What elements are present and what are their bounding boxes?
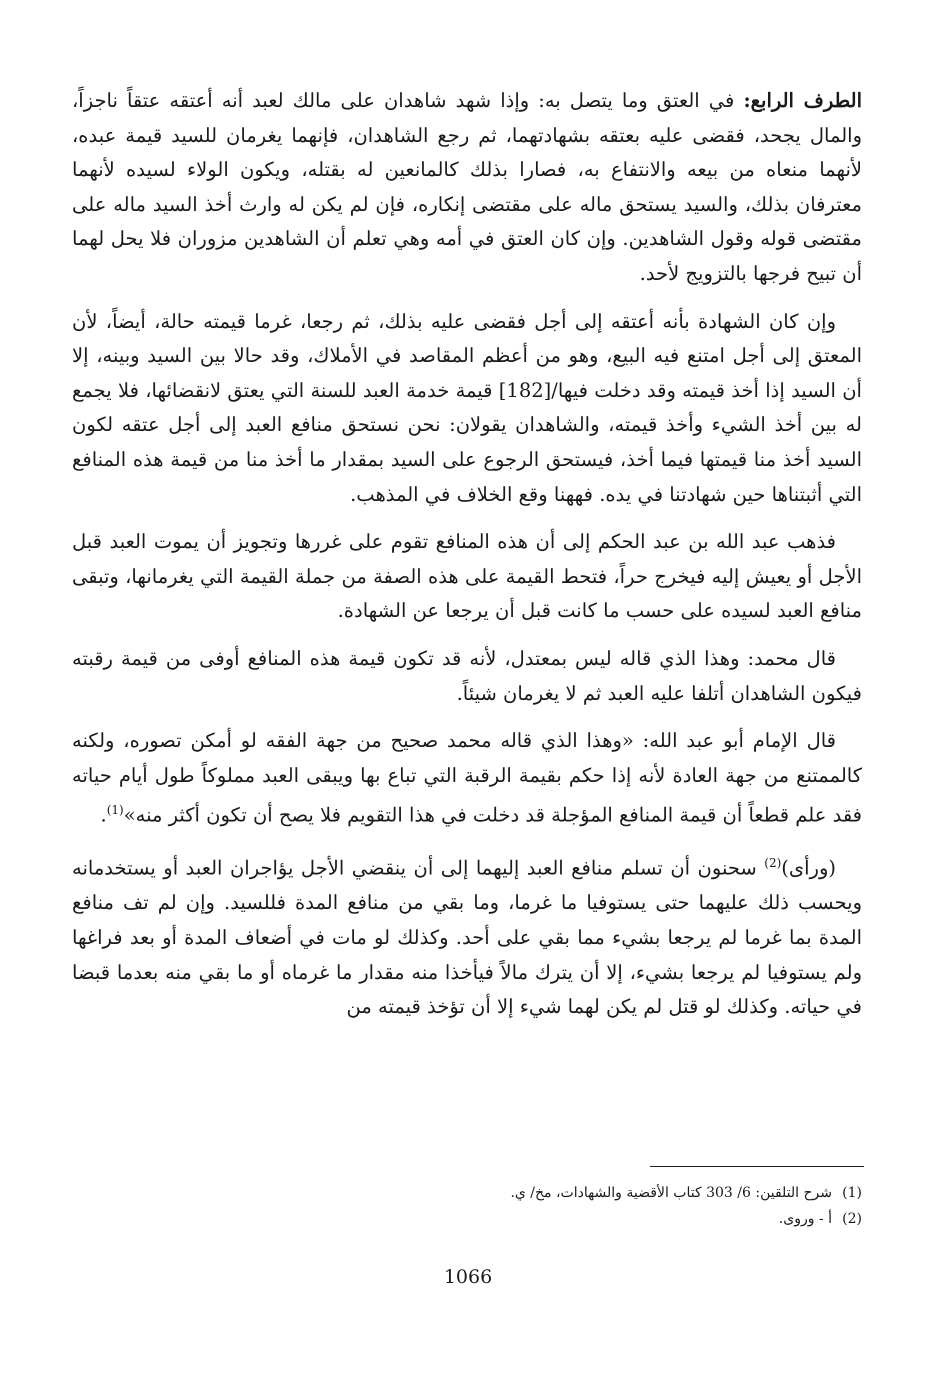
footnote-divider — [650, 1166, 864, 1167]
paragraph-5 — [72, 724, 862, 833]
paragraph-tail: . — [100, 803, 107, 827]
paragraph-text: في العتق وما يتصل به: وإذا شهد شاهدان على مالك لعبد أنه أعتقه عتقاً ناجزاً، والمال يجحد، فقضى عليه بعتقه بشهادتهما، ثم رجع الشاهدان، فإنهما يغرمان للسيد قيمة عبده، لأنهما منعاه من بيعه والانتفاع به، فصارا بذلك كالمانعين له بقتله، ويكون الولاء لسيده لأنهما معترفان بذلك، والسيد يستحق ماله على مقتضى إنكاره، فإن لم يكن له وارث أخذ السيد ماله على مقتضى قوله وقول الشاهدين. وإن كان العتق في أمه وهي تعلم أن الشاهدين مزوران فلا يحل لهما أن تبيح فرجها بالتزويج لأحد. — [72, 89, 862, 285]
paragraph-text: قال الإمام أبو عبد الله: «وهذا الذي قاله محمد صحيح من جهة الفقه لو أمكن تصوره، ولكنه كالممتنع من جهة العادة لأنه إذا حكم بقيمة الرقبة التي تباع بها ويبقى العبد مملوكاً طول أيام حياته فقد علم قطعاً أن قيمة المنافع المؤجلة قد دخلت في هذا التقويم فلا يصح أن تكون أكثر منه» — [72, 729, 862, 827]
paragraph-tail: سحنون أن تسلم منافع العبد إليهما إلى أن ينقضي الأجل يؤاجران العبد أو يستخدمانه ويحسب ذلك عليهما حتى يستوفيا ما غرما، وما بقي من منافع المدة فللسيد. وإن لم تف منافع المدة بما غرما لم يرجعا بشيء مما بقي على أحد. وكذلك لو مات في أضعاف المدة أو بعد فراغها ولم يستوفيا لم يرجعا بشيء، إلا أن يترك مالاً فيأخذا منه مقدار ما غرماه أو ما بقي منه بعدما قبضا في حياته. وكذلك لو قتل لم يكن لهما شيء إلا أن تؤخذ قيمته من — [72, 856, 862, 1019]
paragraph-text: (ورأى) — [781, 856, 836, 880]
footnote-ref-2[interactable]: (2) — [764, 856, 782, 871]
footnote-1 — [72, 1180, 862, 1206]
paragraph-4 — [72, 642, 862, 711]
section-heading: الطرف الرابع: — [743, 89, 862, 112]
paragraph-text: وإن كان الشهادة بأنه أعتقه إلى أجل فقضى عليه بذلك، ثم رجعا، غرما قيمته حالة، أيضاً، لأن المعتق إلى أجل امتنع فيه البيع، وهو من أعظم المقاصد في الأملاك، وقد حالا بين السيد وبينه، إلا أن السيد إذا أخذ قيمته وقد دخلت فيها/[182] قيمة خدمة العبد للسنة التي يعتق لانقضائها، فلا يجمع له بين أخذ الشيء وأخذ قيمته، والشاهدان يقولان: نحن نستحق منافع العبد إلى أجل عتقه لكون السيد أخذ منا قيمتها فيما أخذ، فيستحق الرجوع على السيد بمقدار ما أخذ منا من قيمة هذه المنافع التي أثبتناها حين شهادتنا في يده. فههنا وقع الخلاف في المذهب. — [72, 309, 862, 506]
footnotes — [72, 1180, 862, 1232]
footnote-2 — [72, 1206, 862, 1232]
footnote-ref-1[interactable]: (1) — [106, 803, 124, 818]
paragraph-text: قال محمد: وهذا الذي قاله ليس بمعتدل، لأنه قد تكون قيمة هذه المنافع أوفى من قيمة رقبته فيكون الشاهدان أتلفا عليه العبد ثم لا يغرمان شيئاً. — [72, 646, 862, 705]
footnote-number: (1) — [842, 1185, 862, 1201]
body-text — [72, 84, 862, 1038]
paragraph-6 — [72, 846, 862, 1024]
paragraph-text: فذهب عبد الله بن عبد الحكم إلى أن هذه المنافع تقوم على غررها وتجويز أن يموت العبد قبل الأجل أو يعيش إليه فيخرج حراً، فتحط القيمة على هذه الصفة من جملة القيمة التي يغرمانها، وتبقى منافع العبد لسيده على حسب ما كانت قبل أن يرجعا عن الشهادة. — [72, 530, 862, 623]
paragraph-2 — [72, 305, 862, 513]
footnote-number: (2) — [842, 1211, 862, 1227]
paragraph-3 — [72, 525, 862, 629]
paragraph-1 — [72, 84, 862, 292]
footnote-text: أ - وروى. — [778, 1211, 832, 1227]
footnote-text: شرح التلقين: 6/ 303 كتاب الأقضية والشهادات، مخ/ ي. — [510, 1185, 832, 1201]
page-number: 1066 — [443, 1266, 493, 1288]
